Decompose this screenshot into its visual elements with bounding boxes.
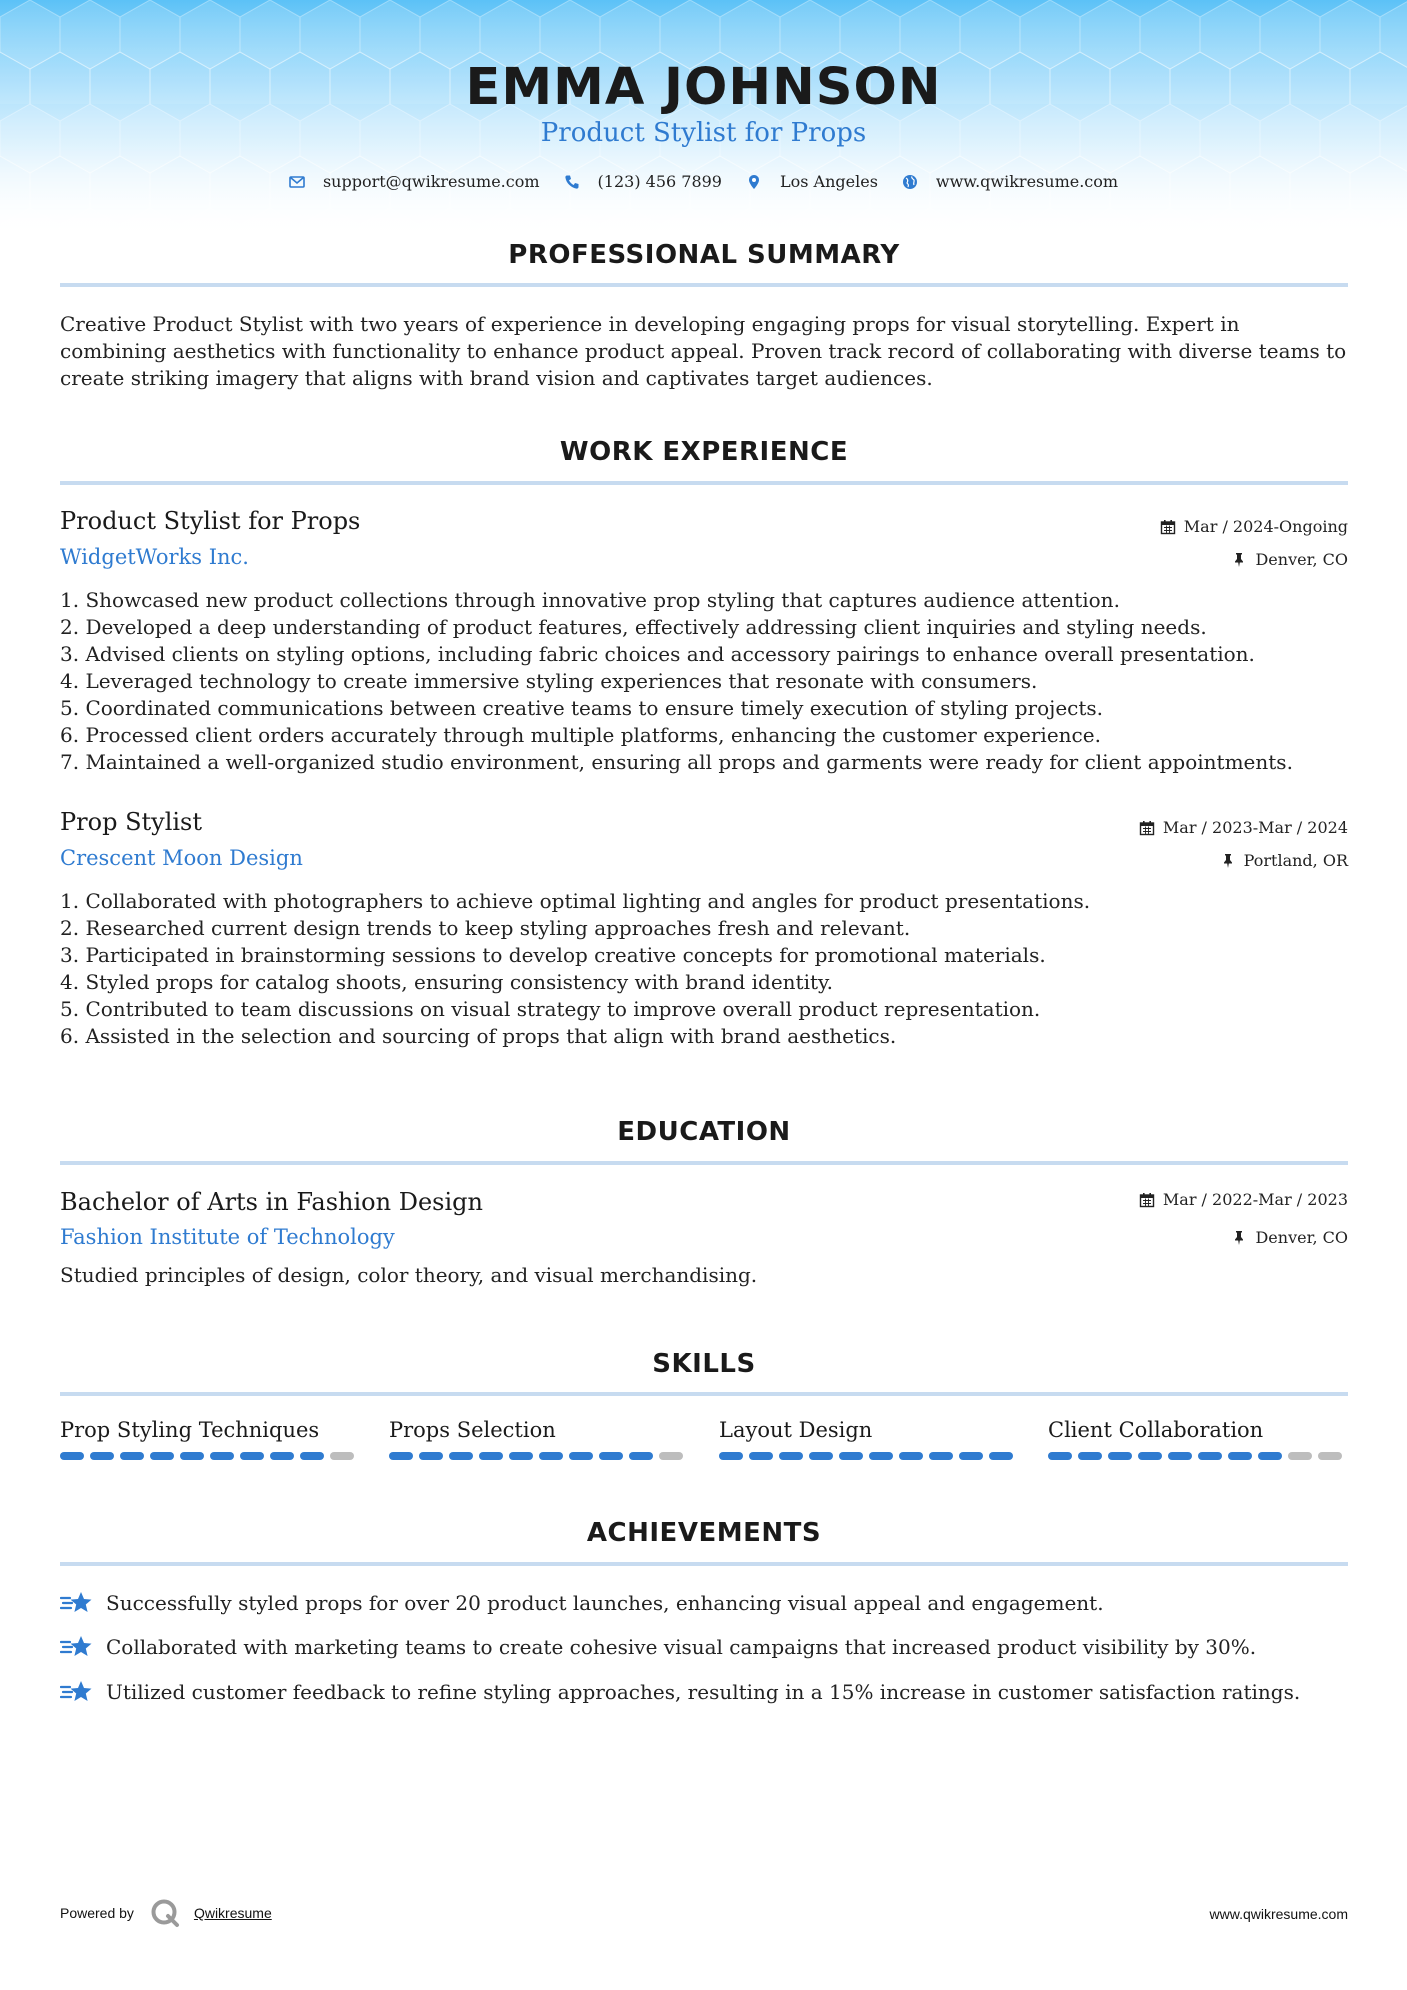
envelope-icon <box>289 174 305 190</box>
summary-heading: PROFESSIONAL SUMMARY <box>508 240 900 270</box>
education-school: Fashion Institute of Technology <box>60 1225 395 1249</box>
skills-heading: SKILLS <box>652 1349 756 1379</box>
pushpin-icon <box>1231 552 1247 568</box>
calendar-icon <box>1139 1192 1155 1208</box>
skill-level-segment-filled <box>1258 1452 1282 1460</box>
skill-level-segment-filled <box>240 1452 264 1460</box>
skill-client-collaboration <box>1048 1418 1348 1460</box>
skill-level-segment-filled <box>120 1452 144 1460</box>
education-heading: EDUCATION <box>617 1117 791 1147</box>
job-1-date <box>1160 517 1348 536</box>
shooting-star-icon <box>60 1633 94 1661</box>
summary-divider <box>60 283 1348 287</box>
skill-level-segment-filled <box>749 1452 773 1460</box>
list-item: 1. Collaborated with photographers to achieve optimal lighting and angles for product presentations. <box>60 889 1091 913</box>
footer-powered-by <box>60 1898 272 1928</box>
skill-level-segment-filled <box>270 1452 294 1460</box>
job-2-bullets <box>60 888 1350 1050</box>
contact-phone[interactable] <box>564 172 722 191</box>
contact-phone-text: (123) 456 7899 <box>597 172 722 191</box>
phone-icon <box>564 174 580 190</box>
skill-level-segment-filled <box>60 1452 84 1460</box>
skill-level-segment-filled <box>180 1452 204 1460</box>
skill-level-meter <box>389 1452 689 1460</box>
list-item: 1. Showcased new product collections through innovative prop styling that captures audience attention. <box>60 588 1120 612</box>
skill-level-segment-filled <box>210 1452 234 1460</box>
job-2-location <box>1220 851 1348 870</box>
experience-heading: WORK EXPERIENCE <box>559 437 849 467</box>
skills-divider <box>60 1392 1348 1396</box>
list-item: 5. Contributed to team discussions on visual strategy to improve overall product representation. <box>60 997 1041 1021</box>
skill-level-segment-filled <box>779 1452 803 1460</box>
achievement-item <box>60 1678 1300 1706</box>
job-1-date-text: Mar / 2024-Ongoing <box>1183 517 1348 536</box>
skill-level-meter <box>719 1452 1019 1460</box>
job-2-title: Prop Stylist <box>60 808 203 836</box>
skill-level-segment-filled <box>1138 1452 1162 1460</box>
education-degree: Bachelor of Arts in Fashion Design <box>60 1188 483 1216</box>
list-item: 4. Styled props for catalog shoots, ensuring consistency with brand identity. <box>60 970 834 994</box>
achievement-text: Utilized customer feedback to refine styling approaches, resulting in a 15% increase in customer satisfaction ratings. <box>106 1680 1301 1704</box>
skill-prop-styling <box>60 1418 360 1460</box>
skill-level-segment-filled <box>869 1452 893 1460</box>
skill-level-segment-filled <box>150 1452 174 1460</box>
list-item: 2. Developed a deep understanding of product features, effectively addressing client inquiries and styling needs. <box>60 615 1207 639</box>
skill-level-segment-filled <box>419 1452 443 1460</box>
education-location <box>1231 1228 1348 1247</box>
list-item: 3. Advised clients on styling options, including fabric choices and accessory pairings to enhance overall presentation. <box>60 642 1255 666</box>
pushpin-icon <box>1231 1230 1247 1246</box>
skill-level-segment-filled <box>1078 1452 1102 1460</box>
skill-level-segment-filled <box>839 1452 863 1460</box>
skill-level-segment-filled <box>479 1452 503 1460</box>
powered-by-label: Powered by <box>60 1905 134 1921</box>
achievement-text: Collaborated with marketing teams to create cohesive visual campaigns that increased product visibility by 30%. <box>106 1635 1257 1659</box>
skill-level-segment-filled <box>989 1452 1013 1460</box>
skill-level-segment-filled <box>629 1452 653 1460</box>
skill-name: Layout Design <box>719 1418 873 1442</box>
job-1-title: Product Stylist for Props <box>60 507 361 535</box>
achievement-item <box>60 1589 1104 1617</box>
skill-level-segment-filled <box>1108 1452 1132 1460</box>
list-item: 6. Assisted in the selection and sourcing of props that align with brand aesthetics. <box>60 1024 897 1048</box>
skill-name: Client Collaboration <box>1048 1418 1264 1442</box>
education-date-text: Mar / 2022-Mar / 2023 <box>1162 1190 1348 1209</box>
achievement-text: Successfully styled props for over 20 product launches, enhancing visual appeal and engagement. <box>106 1591 1104 1615</box>
list-item: 6. Processed client orders accurately through multiple platforms, enhancing the customer experience. <box>60 723 1101 747</box>
shooting-star-icon <box>60 1678 94 1706</box>
list-item: 3. Participated in brainstorming sessions to develop creative concepts for promotional materials. <box>60 943 1046 967</box>
skill-name: Prop Styling Techniques <box>60 1418 320 1442</box>
skill-level-segment-filled <box>809 1452 833 1460</box>
education-date <box>1139 1190 1348 1209</box>
contact-location-text: Los Angeles <box>779 172 878 191</box>
map-pin-icon <box>746 174 762 190</box>
job-1-location <box>1231 550 1348 569</box>
contact-email[interactable] <box>289 172 540 191</box>
contact-location <box>746 172 878 191</box>
skill-level-segment-empty <box>1318 1452 1342 1460</box>
education-divider <box>60 1161 1348 1165</box>
skill-level-segment-filled <box>509 1452 533 1460</box>
job-1-location-text: Denver, CO <box>1255 550 1348 569</box>
achievements-divider <box>60 1562 1348 1566</box>
skill-level-segment-filled <box>719 1452 743 1460</box>
contact-bar <box>0 172 1407 191</box>
job-1-company: WidgetWorks Inc. <box>60 545 249 569</box>
skill-name: Props Selection <box>389 1418 556 1442</box>
skill-level-segment-filled <box>569 1452 593 1460</box>
contact-website-text: www.qwikresume.com <box>935 172 1119 191</box>
job-2-company: Crescent Moon Design <box>60 846 303 870</box>
footer-url[interactable]: www.qwikresume.com <box>1209 1906 1348 1922</box>
skill-level-segment-filled <box>1048 1452 1072 1460</box>
contact-email-text: support@qwikresume.com <box>322 172 540 191</box>
education-location-text: Denver, CO <box>1255 1228 1348 1247</box>
skill-level-segment-filled <box>389 1452 413 1460</box>
shooting-star-icon <box>60 1589 94 1617</box>
skill-level-segment-empty <box>659 1452 683 1460</box>
skill-level-segment-filled <box>1228 1452 1252 1460</box>
skill-level-segment-filled <box>1198 1452 1222 1460</box>
pushpin-icon <box>1220 853 1236 869</box>
skill-level-meter <box>60 1452 360 1460</box>
achievements-heading: ACHIEVEMENTS <box>586 1518 822 1548</box>
globe-icon <box>902 174 918 190</box>
calendar-icon <box>1160 519 1176 535</box>
education-description: Studied principles of design, color theory, and visual merchandising. <box>60 1263 758 1287</box>
job-1-bullets <box>60 587 1350 776</box>
candidate-title: Product Stylist for Props <box>540 118 867 148</box>
job-2-location-text: Portland, OR <box>1243 851 1348 870</box>
contact-website[interactable] <box>902 172 1118 191</box>
qwikresume-link[interactable]: Qwikresume <box>193 1905 272 1921</box>
qwikresume-logo-icon <box>150 1898 180 1928</box>
skill-level-segment-filled <box>449 1452 473 1460</box>
summary-text: Creative Product Stylist with two years of experience in developing engaging props for visual storytelling. Expert in combining aesthetics with functionality to enhance product appeal. Proven track record of collaborating with diverse teams to create striking imagery that aligns with brand vision and captivates target audiences. <box>60 312 1347 390</box>
experience-divider <box>60 481 1348 485</box>
skill-level-segment-filled <box>959 1452 983 1460</box>
skill-level-segment-filled <box>899 1452 923 1460</box>
list-item: 7. Maintained a well-organized studio environment, ensuring all props and garments were ready for client appointments. <box>60 750 1293 774</box>
calendar-icon <box>1139 820 1155 836</box>
skill-level-meter <box>1048 1452 1348 1460</box>
skill-props-selection <box>389 1418 689 1460</box>
skill-level-segment-empty <box>1288 1452 1312 1460</box>
job-2-date <box>1139 818 1348 837</box>
skill-level-segment-empty <box>330 1452 354 1460</box>
list-item: 4. Leveraged technology to create immersive styling experiences that resonate with consumers. <box>60 669 1038 693</box>
candidate-name: EMMA JOHNSON <box>465 58 942 117</box>
skill-level-segment-filled <box>539 1452 563 1460</box>
skill-layout-design <box>719 1418 1019 1460</box>
skill-level-segment-filled <box>300 1452 324 1460</box>
skill-level-segment-filled <box>90 1452 114 1460</box>
skill-level-segment-filled <box>599 1452 623 1460</box>
job-2-date-text: Mar / 2023-Mar / 2024 <box>1162 818 1348 837</box>
list-item: 5. Coordinated communications between creative teams to ensure timely execution of styling projects. <box>60 696 1104 720</box>
skill-level-segment-filled <box>1168 1452 1192 1460</box>
skill-level-segment-filled <box>929 1452 953 1460</box>
list-item: 2. Researched current design trends to keep styling approaches fresh and relevant. <box>60 916 911 940</box>
achievement-item <box>60 1633 1256 1661</box>
